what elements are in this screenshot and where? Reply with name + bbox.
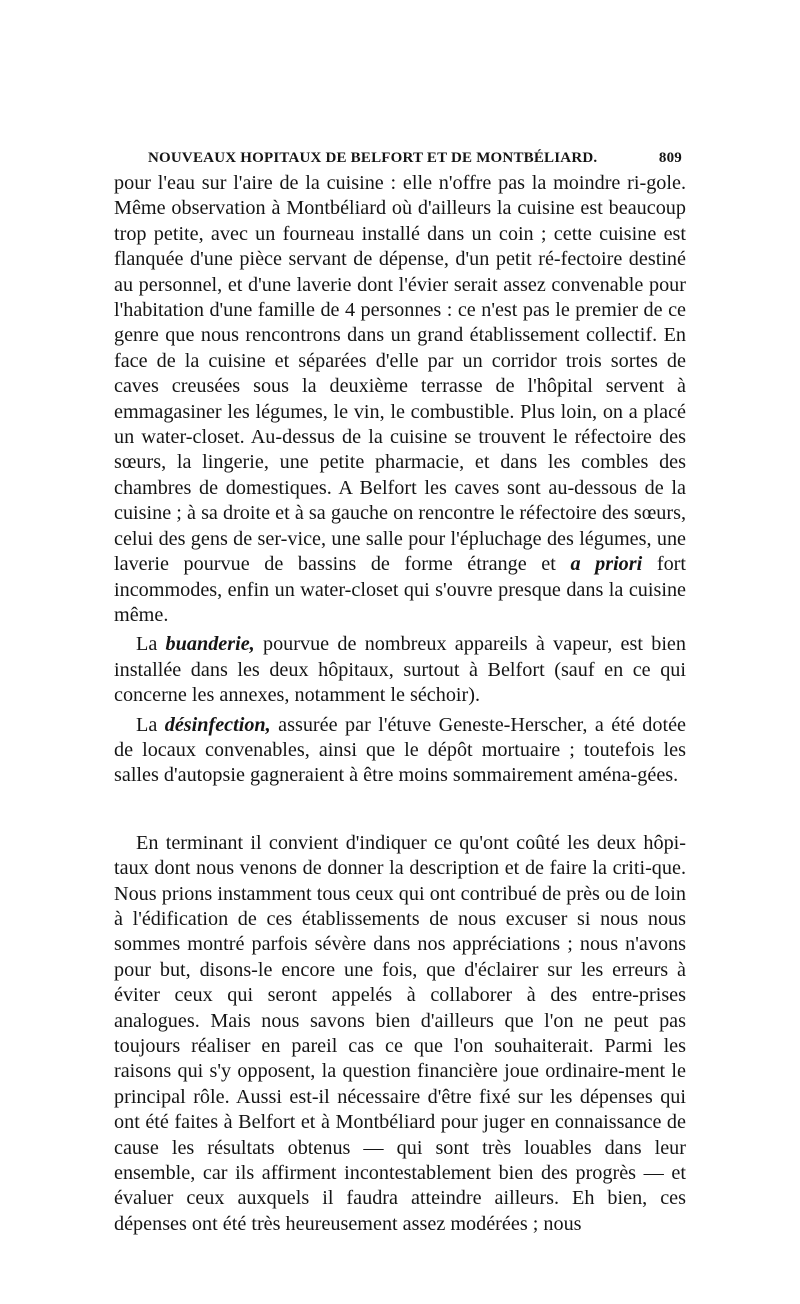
running-header [114,150,686,167]
paragraph-kitchen-end: fort incommodes, enfin un water-closet qui s'ouvre presque dans la cuisine même. [114,553,686,626]
paragraph-disinfection-text: assurée par l'étuve Geneste-Herscher, a été dotée de locaux convenables, ainsi que le dépôt mortuaire ; toutefois les salles d'autopsie gagneraient à être moins sommairement aména-gées. [114,713,686,787]
paragraph-laundry-lead: La [136,633,166,656]
paragraph-disinfection-lead: La [136,713,165,736]
italic-buanderie: buanderie, [165,633,255,656]
running-title: NOUVEAUX HOPITAUX DE BELFORT ET DE MONTBÉLIARD. [148,150,598,166]
paragraph-laundry [114,632,686,708]
paragraph-disinfection [114,713,686,789]
italic-desinfection: désinfection, [164,713,271,736]
page-number: 809 [658,150,682,166]
paragraph-costs: En terminant il convient d'indiquer ce qu'ont coûté les deux hôpi-taux dont nous venons de donner la description et de faire la criti-que. Nous prions instamment tous ceux qui ont contribué de près ou de loin à l'édification de ces établissements de nous excuser si nous nous sommes montré parfois sévère dans nos appréciations ; nous n'avons pour but, disons-le encore une fois, que d'éclairer sur les erreurs à éviter ceux qui seront appelés à collaborer à des entre-prises analogues. Mais nous savons bien d'ailleurs que l'on ne peut pas toujours réaliser en pareil cas ce que l'on souhaiterait. Parmi les raisons qui s'y opposent, la question financière joue ordinaire-ment le principal rôle. Aussi est-il nécessaire d'être fixé sur les dépenses qui ont été faites à Belfort et à Montbéliard pour juger en connaissance de cause les résultats obtenus — qui sont très louables dans leur ensemble, car ils affirment incontestablement bien des progrès — et évaluer ceux auxquels il faudra atteindre ailleurs. Eh bien, ces dépenses ont été très heureusement assez modérées ; nous [114,831,686,1235]
document-page [114,150,686,1237]
paragraph-kitchen [114,171,686,628]
body-text [114,171,686,1237]
italic-a-priori: a priori [570,553,643,576]
paragraph-laundry-text: pourvue de nombreux appareils à vapeur, est bien installée dans les deux hôpitaux, surtout à Belfort (sauf en ce qui concerne les annexes, notamment le séchoir). [114,633,686,707]
paragraph-kitchen-text: pour l'eau sur l'aire de la cuisine : elle n'offre pas la moindre ri-gole. Même observation à Montbéliard où d'ailleurs la cuisine est beaucoup trop petite, avec un fourneau installé dans un coin ; cette cuisine est flanquée d'une pièce servant de dépense, d'un petit ré-fectoire destiné au personnel, et d'une laverie dont l'évier serait assez convenable pour l'habitation d'une famille de 4 personnes : ce n'est pas le premier de ce genre que nous rencontrons dans un grand établissement collectif. En face de la cuisine et séparées d'elle par un corridor trois sortes de caves creusées sous la deuxième terrasse de l'hôpital servent à emmagasiner les légumes, le vin, le combustible. Plus loin, on a placé un water-closet. Au-dessus de la cuisine se trouvent le réfectoire des sœurs, la lingerie, une petite pharmacie, et dans les combles des chambres de domestiques. A Belfort les caves sont au-dessous de la cuisine ; à sa droite et à sa gauche on rencontre le réfectoire des sœurs, celui des gens de ser-vice, une salle pour l'épluchage des légumes, une laverie pourvue de bassins de forme étrange et [114,172,686,576]
